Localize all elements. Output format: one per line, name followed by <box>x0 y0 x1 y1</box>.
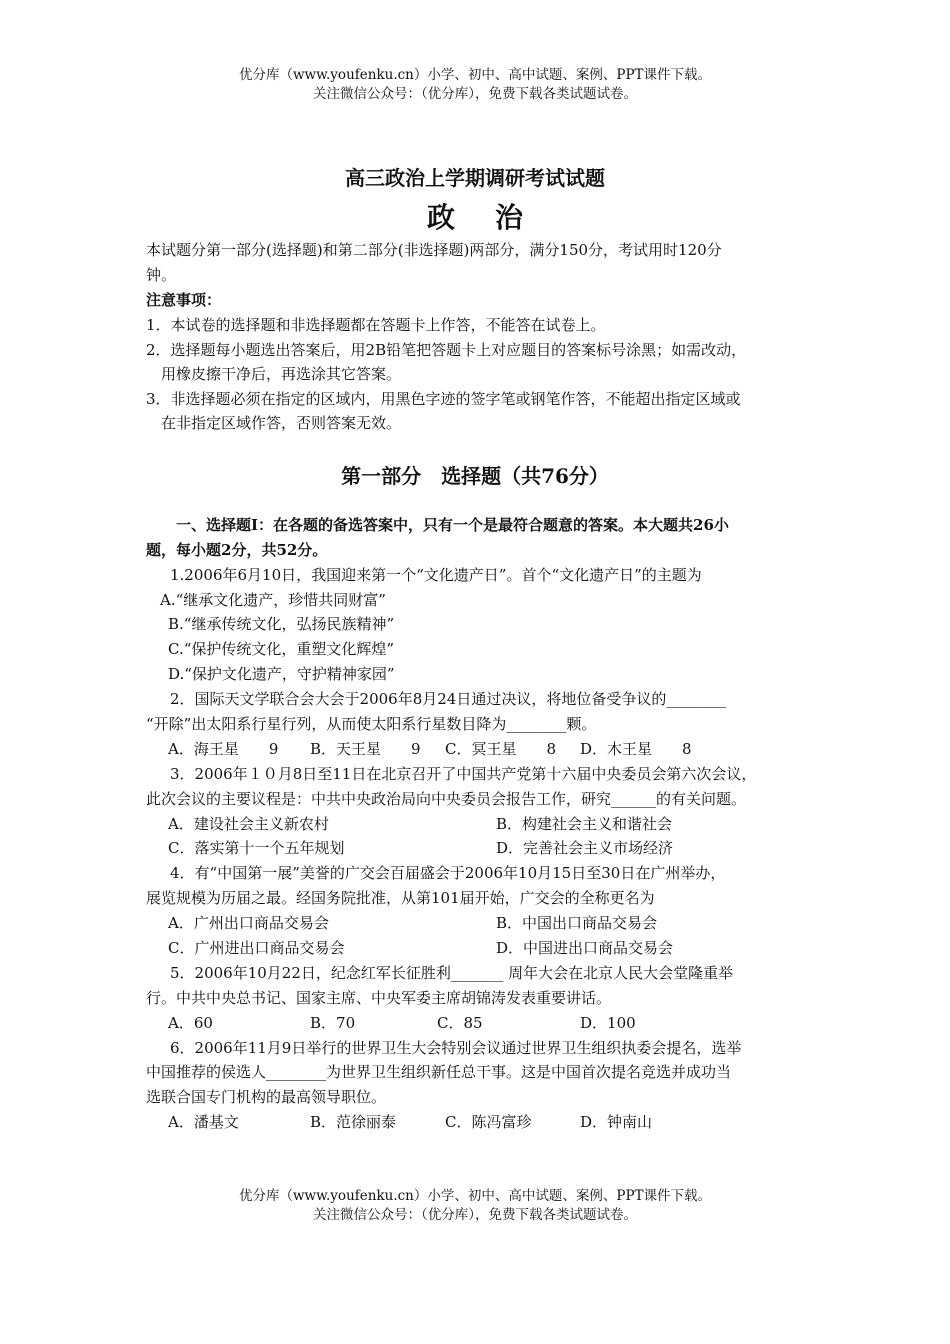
header-line-1: 优分库（www.youfenku.cn）小学、初中、高中试题、案例、PPT课件下载。 <box>238 67 712 83</box>
instructions-line-2: 题，每小题2分，共52分。 <box>146 541 328 559</box>
footer-line-1: 优分库（www.youfenku.cn）小学、初中、高中试题、案例、PPT课件下载。 <box>238 1188 712 1204</box>
page-header <box>0 66 950 104</box>
q4-option-a: A．广州出口商品交易会 <box>168 914 329 932</box>
q2-option-c: C．冥王星 8 <box>445 740 557 758</box>
q2-option-d: D．木王星 8 <box>580 740 692 758</box>
instructions-line-1: 一、选择题Ⅰ：在各题的备选答案中，只有一个是最符合题意的答案。本大题共26小 <box>176 516 729 534</box>
q3-option-a: A．建设社会主义新农村 <box>168 815 329 833</box>
q1-stem: 1.2006年6月10日，我国迎来第一个“文化遗产日”。首个“文化遗产日”的主题为 <box>170 566 702 584</box>
q6-option-b: B．范徐丽泰 <box>310 1113 397 1131</box>
exam-title: 高三政治上学期调研考试试题 <box>345 166 605 190</box>
q1-option-c: C.“保护传统文化，重塑文化辉煌” <box>168 640 395 658</box>
q4-option-c: C．广州进出口商品交易会 <box>168 939 345 957</box>
q2-stem-2: “开除”出太阳系行星行列，从而使太阳系行星数目降为________颗。 <box>146 715 597 733</box>
notice-item-1: 1．本试卷的选择题和非选择题都在答题卡上作答，不能答在试卷上。 <box>146 316 606 334</box>
q4-stem-2: 展览规模为历届之最。经国务院批准，从第101届开始，广交会的全称更名为 <box>146 889 655 907</box>
notice-item-2b: 用橡皮擦干净后，再选涂其它答案。 <box>161 365 402 383</box>
q4-option-d: D．中国进出口商品交易会 <box>496 939 674 957</box>
q3-stem-2: 此次会议的主要议程是：中共中央政治局向中央委员会报告工作，研究______的有关问题。 <box>146 790 747 808</box>
header-line-2: 关注微信公众号：（优分库），免费下载各类试题试卷。 <box>313 86 637 102</box>
q3-option-b: B．构建社会主义和谐社会 <box>496 815 673 833</box>
q1-option-d: D.“保护文化遗产，守护精神家园” <box>168 665 395 683</box>
q5-stem-1: 5．2006年10月22日，纪念红军长征胜利_______ 周年大会在北京人民大会堂隆重举 <box>170 964 734 982</box>
notice-item-3b: 在非指定区域作答，否则答案无效。 <box>161 414 402 432</box>
q3-option-c: C．落实第十一个五年规划 <box>168 839 345 857</box>
page-footer <box>0 1187 950 1225</box>
q5-option-b: B．70 <box>310 1014 356 1032</box>
q3-stem-1: 3．2006年１０月8日至11日在北京召开了中国共产党第十六届中央委员会第六次会议， <box>170 765 757 783</box>
section-title: 第一部分 选择题（共76分） <box>341 464 609 488</box>
q3-option-d: D．完善社会主义市场经济 <box>496 839 674 857</box>
intro-line-1: 本试题分第一部分(选择题)和第二部分(非选择题)两部分，满分150分，考试用时120分 <box>146 241 722 259</box>
q5-option-c: C．85 <box>437 1014 483 1032</box>
q6-stem-1: 6．2006年11月9日举行的世界卫生大会特别会议通过世界卫生组织执委会提名，选举 <box>170 1039 742 1057</box>
q6-option-c: C．陈冯富珍 <box>445 1113 532 1131</box>
q6-stem-3: 选联合国专门机构的最高领导职位。 <box>146 1088 387 1106</box>
q5-option-a: A．60 <box>168 1014 213 1032</box>
notice-item-3a: 3．非选择题必须在指定的区域内，用黑色字迹的签字笔或钢笔作答，不能超出指定区域或 <box>146 390 741 408</box>
q2-option-b: B．天王星 9 <box>310 740 421 758</box>
notice-item-2a: 2．选择题每小题选出答案后，用2B铅笔把答题卡上对应题目的答案标号涂黑；如需改动， <box>146 341 747 359</box>
q1-option-a: A.“继承文化遗产，珍惜共同财富” <box>160 591 386 609</box>
q6-option-a: A．潘基文 <box>168 1113 239 1131</box>
q2-stem-1: 2．国际天文学联合会大会于2006年8月24日通过决议，将地位备受争议的________ <box>170 690 727 708</box>
q2-option-a: A．海王星 9 <box>168 740 279 758</box>
q5-option-d: D．100 <box>580 1014 636 1032</box>
notice-heading: 注意事项： <box>146 291 222 309</box>
q6-stem-2: 中国推荐的侯选人________为世界卫生组织新任总干事。这是中国首次提名竞选并成功当 <box>146 1063 732 1081</box>
subject-title: 政治 <box>426 201 563 234</box>
intro-line-2: 钟。 <box>146 266 177 284</box>
q1-option-b: B.“继承传统文化，弘扬民族精神” <box>168 615 395 633</box>
q5-stem-2: 行。中共中央总书记、国家主席、中央军委主席胡锦涛发表重要讲话。 <box>146 989 612 1007</box>
q4-stem-1: 4．有“中国第一展”美誉的广交会百届盛会于2006年10月15日至30日在广州举办， <box>170 864 726 882</box>
q4-option-b: B．中国出口商品交易会 <box>496 914 658 932</box>
footer-line-2: 关注微信公众号：（优分库），免费下载各类试题试卷。 <box>313 1207 637 1223</box>
q6-option-d: D．钟南山 <box>580 1113 653 1131</box>
